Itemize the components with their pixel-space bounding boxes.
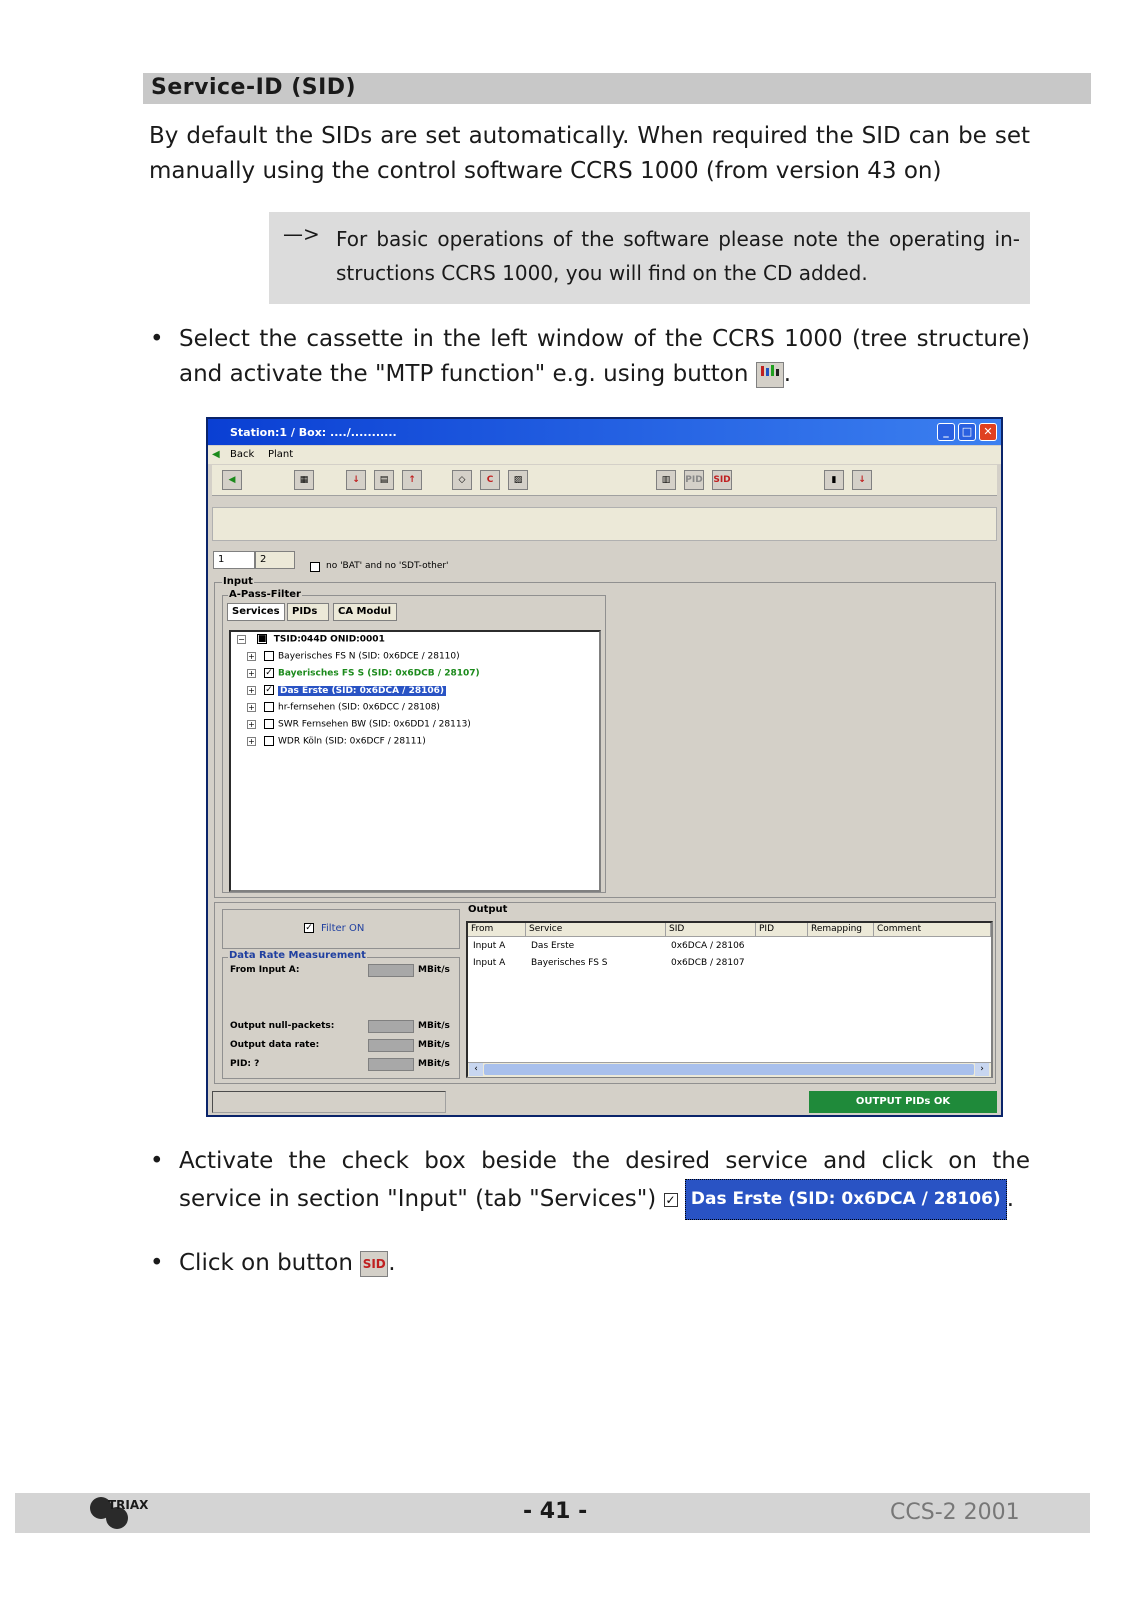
col-service[interactable]: Service: [526, 923, 666, 937]
unit-label: MBit/s: [418, 965, 450, 975]
bullet-3-text: Click on button: [179, 1250, 353, 1276]
null-packets-value: [368, 1020, 414, 1033]
maximize-icon[interactable]: □: [958, 423, 976, 441]
tree-item[interactable]: + SWR Fernsehen BW (SID: 0x6DD1 / 28113): [248, 719, 471, 730]
tree-item[interactable]: + hr-fernsehen (SID: 0x6DCC / 28108): [248, 702, 440, 713]
mtp-function-icon: [756, 362, 784, 388]
section-title: Service-ID (SID): [151, 75, 357, 100]
table-cell[interactable]: Bayerisches FS S: [531, 958, 608, 968]
status-output-ok: OUTPUT PIDs OK: [809, 1091, 997, 1113]
col-pid[interactable]: PID: [756, 923, 808, 937]
tree-item[interactable]: + ✓ Bayerisches FS S (SID: 0x6DCB / 28107): [248, 668, 480, 679]
sid-button-icon: SID: [360, 1251, 388, 1277]
expand-icon[interactable]: +: [248, 668, 255, 678]
bullet-2: Activate the check box beside the desired service and click on the service in section "Input" (tab "Services") ✓ Das Erste (SID: 0x6DCA / 28106) .: [179, 1144, 1030, 1220]
intro-paragraph: By default the SIDs are set automatically. When required the SID can be set manually using the control software CCRS 1000 (from version 43 on): [149, 123, 1030, 184]
expand-icon[interactable]: +: [248, 719, 255, 729]
tree-item[interactable]: + WDR Köln (SID: 0x6DCF / 28111): [248, 736, 426, 747]
horizontal-scrollbar[interactable]: [468, 1062, 991, 1077]
subtab-ca-modul[interactable]: CA Modul: [333, 603, 397, 621]
toolbar-chart-icon[interactable]: ▨: [508, 470, 528, 490]
no-bat-label: no 'BAT' and no 'SDT-other': [326, 561, 449, 571]
tree-item-checkbox[interactable]: ✓: [265, 685, 273, 695]
bullet-dot: •: [150, 326, 164, 352]
expand-icon[interactable]: +: [248, 685, 255, 695]
pid-label: PID: ?: [230, 1059, 260, 1069]
tree-root-checkbox[interactable]: ■: [257, 634, 267, 644]
minimize-icon[interactable]: _: [937, 423, 955, 441]
close-icon[interactable]: ✕: [979, 423, 997, 441]
toolbar-down-icon[interactable]: ↓: [852, 470, 872, 490]
scroll-left-icon[interactable]: ‹: [469, 1063, 483, 1076]
unit-label: MBit/s: [418, 1021, 450, 1031]
section-header: [143, 73, 1091, 104]
tree-item-checkbox[interactable]: ✓: [265, 668, 273, 678]
scroll-thumb[interactable]: [484, 1064, 974, 1075]
tree-item[interactable]: + ✓ Das Erste (SID: 0x6DCA / 28106): [248, 685, 445, 696]
from-input-label: From Input A:: [230, 965, 300, 975]
expand-icon[interactable]: +: [248, 651, 255, 661]
collapse-icon[interactable]: −: [238, 634, 245, 644]
toolbar-upload-icon[interactable]: ↑: [402, 470, 422, 490]
selected-service-label: Das Erste (SID: 0x6DCA / 28106): [685, 1179, 1007, 1220]
statusbar: [212, 1090, 999, 1114]
toolbar-grid-icon[interactable]: ▦: [294, 470, 314, 490]
checked-checkbox-icon: ✓: [665, 1192, 676, 1207]
table-cell[interactable]: Input A: [473, 941, 506, 951]
back-arrow-icon[interactable]: ◀: [212, 449, 220, 460]
output-label: Output: [468, 904, 508, 915]
table-cell[interactable]: 0x6DCA / 28106: [671, 941, 745, 951]
bullet-3: Click on button SID .: [179, 1250, 396, 1276]
table-cell[interactable]: 0x6DCB / 28107: [671, 958, 745, 968]
tab-1[interactable]: 1: [213, 551, 255, 569]
bullet-1: Select the cassette in the left window of the CCRS 1000 (tree structure) and activate the "MTP function" e.g. using button .: [179, 326, 1030, 387]
toolbar-refresh-icon[interactable]: C: [480, 470, 500, 490]
toolbar-download-icon[interactable]: ↓: [346, 470, 366, 490]
col-comment[interactable]: Comment: [874, 923, 991, 937]
ccrs-window-screenshot: [206, 417, 1003, 1117]
filter-on-checkbox[interactable]: ✓: [305, 923, 313, 933]
tree-item-checkbox[interactable]: [264, 736, 274, 746]
unit-label: MBit/s: [418, 1040, 450, 1050]
null-packets-label: Output null-packets:: [230, 1021, 335, 1031]
toolbar-back-icon[interactable]: ◀: [222, 470, 242, 490]
subtab-services[interactable]: Services: [227, 603, 285, 621]
data-rate-label: Output data rate:: [230, 1040, 320, 1050]
bullet-dot: •: [150, 1148, 164, 1174]
filter-on-label: Filter ON: [321, 923, 365, 934]
service-tree: [229, 630, 601, 892]
note-arrow: —>: [283, 222, 320, 246]
a-pass-filter-label: A-Pass-Filter: [229, 589, 301, 600]
note-text: For basic operations of the software please note the operating in-structions CCRS 1000, you will find on the CD added.: [336, 227, 1020, 285]
bullet-dot: •: [150, 1250, 164, 1276]
toolbar: [212, 465, 997, 496]
menubar: [208, 446, 1001, 464]
tree-item[interactable]: + Bayerisches FS N (SID: 0x6DCE / 28110): [248, 651, 460, 662]
tab-2[interactable]: 2: [255, 551, 295, 569]
expand-icon[interactable]: +: [248, 702, 255, 712]
no-bat-checkbox[interactable]: [310, 562, 320, 573]
bullet-2-text: Activate the check box beside the desired service and click on the service in section "Input" (tab "Services"): [179, 1148, 1030, 1212]
unit-label: MBit/s: [418, 1059, 450, 1069]
page-number: - 41 -: [523, 1499, 588, 1524]
table-cell[interactable]: Input A: [473, 958, 506, 968]
from-input-value: [368, 964, 414, 977]
toolbar-mtp-icon[interactable]: ▥: [656, 470, 676, 490]
data-rate-value: [368, 1039, 414, 1052]
expand-icon[interactable]: +: [248, 736, 255, 746]
brand-name: TRIAX: [108, 1498, 149, 1512]
input-label: Input: [223, 576, 253, 587]
pid-value: [368, 1058, 414, 1071]
window-title: Station:1 / Box: ..../...........: [230, 426, 397, 439]
toolbar-sid-button[interactable]: SID: [712, 470, 732, 490]
document-id: CCS-2 2001: [890, 1500, 1020, 1525]
data-rate-title: Data Rate Measurement: [229, 950, 366, 961]
col-from[interactable]: From: [468, 923, 526, 937]
note-box: [269, 212, 1030, 304]
scroll-right-icon[interactable]: ›: [975, 1063, 989, 1076]
tree-item-checkbox[interactable]: [264, 719, 274, 729]
page-footer: [15, 1493, 1090, 1533]
toolbar-erase-icon[interactable]: ◇: [452, 470, 472, 490]
info-bar: [212, 507, 997, 541]
toolbar-delete-icon[interactable]: ▮: [824, 470, 844, 490]
status-pane: [212, 1091, 446, 1113]
toolbar-device-icon[interactable]: ▤: [374, 470, 394, 490]
bullet-1-text: Select the cassette in the left window of the CCRS 1000 (tree structure) and activate the "MTP function" e.g. using button: [179, 326, 1030, 387]
col-remapping[interactable]: Remapping: [808, 923, 874, 937]
tree-item-checkbox[interactable]: [264, 651, 274, 661]
menu-plant[interactable]: Plant: [268, 449, 294, 460]
window-titlebar: [208, 419, 1001, 445]
output-table: [466, 921, 993, 1078]
menu-back[interactable]: Back: [230, 449, 255, 460]
subtab-pids[interactable]: PIDs: [287, 603, 329, 621]
table-cell[interactable]: Das Erste: [531, 941, 575, 951]
col-sid[interactable]: SID: [666, 923, 756, 937]
tree-item-checkbox[interactable]: [264, 702, 274, 712]
toolbar-pid-button[interactable]: PID: [684, 470, 704, 490]
tree-root[interactable]: − ■ TSID:044D ONID:0001: [238, 634, 385, 645]
